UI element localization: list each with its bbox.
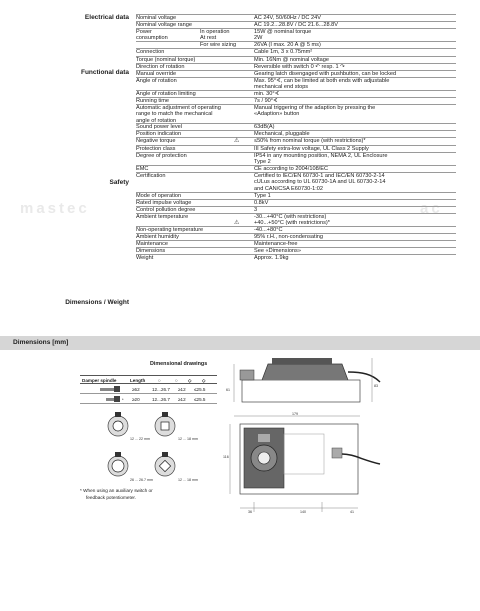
spec-row: [136, 247, 456, 254]
spec-value-line: III Safety extra-low voltage, UL Class 2 Supply: [254, 146, 369, 152]
spec-key-line: EMC: [136, 166, 149, 172]
spec-value-line: 0.8kV: [254, 200, 269, 206]
spec-value-line: See «Dimensions»: [254, 248, 301, 254]
spindle-header-round2: ○: [175, 378, 178, 383]
spec-value-line: 95% r.H., non-condensating: [254, 234, 324, 240]
spec-key-line: Control pollution degree: [136, 207, 196, 213]
spec-value: [254, 214, 456, 227]
spindle-table: [80, 375, 217, 404]
actuator-side-view: [222, 352, 382, 412]
spec-row: [136, 28, 456, 41]
spec-value-line: -40...+80°C: [254, 227, 283, 233]
spec-row: [136, 21, 456, 28]
spec-key-line: Weight: [136, 255, 154, 261]
spec-value-line: Min. 16Nm @ nominal voltage: [254, 57, 330, 63]
spec-value-line: 3: [254, 207, 258, 213]
spindle-max: ≤25.5: [194, 387, 206, 392]
spec-row: [136, 56, 456, 63]
spec-value-line: Maintenance-free: [254, 241, 298, 247]
spec-row: [136, 123, 456, 130]
section-dimensions-weight: Dimensions / Weight: [65, 299, 129, 306]
clamp-icon: [155, 452, 175, 476]
spec-key-line: Ambient temperature: [136, 214, 189, 220]
spec-row: [136, 14, 456, 21]
spindle-long-icon: [98, 385, 126, 393]
spec-value-line: Type 1: [254, 193, 271, 199]
spec-key-line: Running time: [136, 98, 169, 104]
spec-value-line: Certified to IEC/EN 60730-1 and IEC/EN 60730-2-14: [254, 173, 385, 179]
spec-key-line: consumption: [136, 35, 168, 42]
spec-key-line: angle of rotation: [136, 117, 177, 124]
spec-value-line: AC 19.2...28.8V / DC 21.6...28.8V: [254, 22, 338, 28]
spec-value-line: Manual triggering of the adaption by pressing the: [254, 105, 376, 111]
spec-row: [136, 226, 456, 233]
spec-row: [136, 70, 456, 77]
spec-value-line: Type 2: [254, 159, 271, 166]
spec-key-line: Power: [136, 29, 152, 35]
clamp-label-4: 12 ... 18 mm: [178, 478, 198, 482]
spec-key-line: Mode of operation: [136, 193, 182, 199]
spec-sub-key: At rest: [200, 35, 217, 42]
spindle-row: [80, 394, 217, 404]
spec-value: [254, 153, 456, 166]
spec-sub-key: For wire sizing: [200, 42, 237, 48]
spec-key: [136, 49, 250, 55]
spec-key: [136, 153, 250, 159]
spec-row: [136, 97, 456, 104]
spec-key-line: Non-operating temperature: [136, 227, 204, 233]
spec-value: [254, 255, 456, 261]
spec-row: [136, 240, 456, 247]
spec-key-line: Sound power level: [136, 124, 183, 130]
spec-key-line: Rated impulse voltage: [136, 200, 192, 206]
spec-key-line: Negative torque: [136, 138, 176, 144]
spec-row: [136, 152, 456, 165]
spindle-short-icon: [98, 395, 126, 403]
footnote-line-2: feedback potentiometer.: [86, 495, 137, 500]
section-functional: Functional data: [80, 69, 129, 76]
spec-value-line: Gearing latch disengaged with pushbutton, can be locked: [254, 71, 397, 77]
spec-value-line: CE according to 2004/108/EC: [254, 166, 329, 172]
section-safety: Safety: [109, 179, 129, 186]
spec-value-line: ≤50% from nominal torque (with restrictions)*: [254, 138, 366, 144]
spec-key-line: Nominal voltage: [136, 15, 177, 21]
spec-value-line: 15W @ nominal torque: [254, 29, 312, 35]
clamp-label-3: 26 ... 26.7 mm: [130, 478, 153, 482]
dim-61: 61: [226, 388, 230, 392]
spindle-table-header: [80, 375, 217, 384]
spindle-min: ≥12: [178, 387, 186, 392]
spec-key-line: Angle of rotation: [136, 78, 177, 84]
clamp-diagrams: [90, 408, 200, 488]
warning-icon: ⚠: [234, 138, 240, 144]
spec-key: [136, 29, 250, 42]
spec-value-line: Max. 95°∢, can be limited at both ends with adjustable: [254, 78, 390, 84]
spindle-header-square2: ◇: [202, 378, 206, 383]
dim-140: 140: [300, 510, 306, 514]
spec-value: [254, 138, 456, 144]
spindle-min: ≥12: [178, 397, 186, 402]
spec-key: [136, 214, 250, 220]
spec-row: [136, 199, 456, 206]
spec-key-line: Ambient humidity: [136, 234, 179, 240]
clamp-label-1: 12 ... 22 mm: [130, 437, 150, 441]
dim-116: 116: [223, 455, 229, 459]
spec-key-line: Manual override: [136, 71, 177, 77]
spindle-header-square1: ◇: [188, 378, 192, 383]
spec-value: [254, 173, 456, 192]
spec-row: [136, 130, 456, 137]
spec-key-line: Torque (nominal torque): [136, 57, 196, 63]
dim-179: 179: [292, 412, 298, 416]
spec-value-line: 63dB(A): [254, 124, 275, 130]
spec-row: [136, 233, 456, 240]
drawings-title: Dimensional drawings: [150, 361, 208, 367]
spindle-header-length: Length: [130, 378, 146, 383]
spec-value: [254, 49, 456, 55]
spec-value-line: Approx. 1.9kg: [254, 255, 289, 261]
spec-value-line: min. 30°∢: [254, 91, 280, 97]
spec-value-line: Reversible with switch 0 ↶ resp. 1 ↷: [254, 64, 345, 70]
spec-key-line: Maintenance: [136, 241, 169, 247]
spindle-header-spindle: Damper spindle: [82, 378, 117, 383]
clamp-label-2: 12 ... 18 mm: [178, 437, 198, 441]
spindle-round-range: 12...26.7: [152, 387, 170, 392]
spec-key-line: Connection: [136, 49, 165, 55]
spindle-header-round1: ○: [158, 378, 161, 383]
spec-row: [136, 206, 456, 213]
clamp-icon: [108, 412, 128, 436]
clamp-icon: [155, 412, 175, 436]
spec-value-line: -30...+40°C (with restrictions): [254, 214, 327, 220]
spec-value-line: 2W: [254, 35, 263, 42]
spec-value-line: cULus according to UL 60730-1A and UL 60730-2-14: [254, 179, 386, 186]
watermark-left: mastec: [20, 200, 90, 217]
spindle-length: ≥20: [132, 397, 140, 402]
spec-key: [136, 78, 250, 84]
spec-key-line: Position indication: [136, 131, 182, 137]
spec-value-line: Cable 1m, 3 x 0.75mm²: [254, 49, 313, 55]
dimensions-header-text: Dimensions [mm]: [13, 339, 69, 346]
spec-row: [136, 145, 456, 152]
spec-sub-key: In operation: [200, 29, 230, 35]
spec-value-line: +40...+50°C (with restrictions)*: [254, 220, 330, 227]
spindle-round-range: 12...26.7: [152, 397, 170, 402]
watermark-right: ac: [420, 200, 443, 217]
spec-value: [254, 78, 456, 91]
spindle-max: ≤25.5: [194, 397, 206, 402]
spec-row: [136, 63, 456, 70]
spec-value: [254, 29, 456, 42]
spec-key-line: Nominal voltage range: [136, 22, 192, 28]
spec-value-line: Mechanical, pluggable: [254, 131, 310, 137]
dim-36: 36: [248, 510, 252, 514]
spec-key-line: Certification: [136, 173, 166, 179]
spec-key-line: Angle of rotation limiting: [136, 91, 196, 97]
spec-row: [136, 48, 456, 56]
dim-41: 41: [350, 510, 354, 514]
spec-value-line: IP54 in any mounting position, NEMA 2, UL Enclosure: [254, 153, 388, 159]
spec-value-line: 7s / 90°∢: [254, 98, 278, 104]
spec-value: [254, 105, 456, 118]
spec-row: [136, 90, 456, 97]
spec-key: [136, 138, 250, 144]
spec-key-line: Dimensions: [136, 248, 166, 254]
spec-value-line: 26VA (I max. 20 A @ 5 ms): [254, 42, 321, 48]
clamp-icon: [108, 452, 128, 476]
spec-value-line: mechanical end stops: [254, 84, 309, 91]
spec-key: [136, 105, 250, 124]
spec-row: [136, 192, 456, 199]
actuator-front-view: [222, 412, 382, 522]
spindle-row: [80, 384, 217, 394]
spec-key: [136, 173, 250, 179]
spec-value-line: AC 24V, 50/60Hz / DC 24V: [254, 15, 321, 21]
spec-key-line: range to match the mechanical: [136, 111, 213, 118]
spec-key-line: Degree of protection: [136, 153, 187, 159]
spec-row: [136, 137, 456, 145]
spec-row: [136, 165, 456, 172]
spec-key-line: Automatic adjustment of operating: [136, 105, 221, 111]
spec-row: [136, 254, 456, 261]
spec-key-line: Protection class: [136, 146, 176, 152]
spec-key: [136, 255, 250, 261]
spec-value-line: «Adaption» button: [254, 111, 300, 118]
warning-icon: ⚠: [234, 220, 240, 227]
spec-row: [136, 41, 456, 48]
spec-row: [136, 213, 456, 226]
spec-row: [136, 104, 456, 123]
spec-row: [136, 77, 456, 90]
spec-value-line: and CAN/CSA E60730-1:02: [254, 185, 324, 192]
svg-text:*: *: [122, 397, 124, 402]
spindle-length: ≥52: [132, 387, 140, 392]
section-electrical: Electrical data: [84, 14, 129, 21]
dimensions-header: [0, 336, 480, 350]
dim-83: 83: [374, 384, 378, 388]
spec-key-line: Direction of rotation: [136, 64, 185, 70]
footnote-line-1: * When using an auxiliary switch or: [80, 488, 153, 493]
spec-row: [136, 172, 456, 192]
